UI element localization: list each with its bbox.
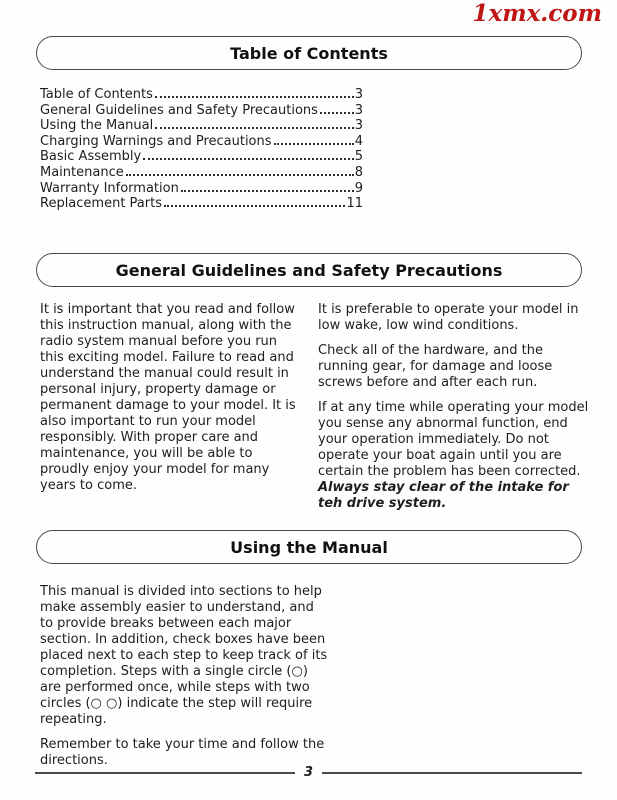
section-title: Table of Contents <box>230 43 388 63</box>
paragraph-text: If at any time while operating your model you sense any abnormal function, end your operation immediately. Do not operate your boat again until you are certain the problem has been corrected. <box>318 400 589 479</box>
toc-dot-leader <box>274 143 354 145</box>
paragraph: Check all of the hardware, and the running gear, for damage and loose screws before and after each run. <box>318 343 553 390</box>
toc-entry-page: 4 <box>354 133 363 149</box>
toc-dot-leader <box>164 205 345 207</box>
page-footer <box>35 765 582 780</box>
section-title: Using the Manual <box>230 537 388 557</box>
toc-entry <box>40 196 363 212</box>
toc-dot-leader <box>320 112 354 114</box>
toc-entry <box>40 149 363 165</box>
toc-entry <box>40 165 363 181</box>
paragraph: It is important that you read and follow this instruction manual, along with the radio system manual before you run this exciting model. Failure to read and understand the manual could result in personal injury, property damage or permanent damage to your model. It is also important to run your model responsibly. With proper care and maintenance, you will be able to proudly enjoy your model for many years to come. <box>40 302 296 493</box>
toc-entry <box>40 134 363 150</box>
toc-entry <box>40 87 363 103</box>
toc-entry-label: Using the Manual <box>40 118 154 134</box>
footer-rule-right <box>322 772 582 774</box>
toc-entry-label: General Guidelines and Safety Precautions <box>40 102 318 118</box>
toc-dot-leader <box>155 127 353 129</box>
section-header-toc <box>36 36 582 70</box>
toc-entry <box>40 103 363 119</box>
section-header-guidelines <box>36 253 582 287</box>
footer-rule-left <box>35 772 295 774</box>
paragraph: It is preferable to operate your model in low wake, low wind conditions. <box>318 302 579 333</box>
toc-dot-leader <box>143 158 354 160</box>
toc-entry-label: Charging Warnings and Precautions <box>40 133 272 149</box>
toc-entry-label: Maintenance <box>40 164 124 180</box>
guidelines-right-column <box>318 302 594 521</box>
brand-logo: 1xmx.com <box>472 0 602 27</box>
toc-entry-label: Replacement Parts <box>40 196 162 212</box>
toc-dot-leader <box>181 190 354 192</box>
toc-entry-label: Basic Assembly <box>40 149 142 165</box>
toc-entry-label: Warranty Information <box>40 180 179 196</box>
guidelines-left-column <box>40 302 304 503</box>
page-number: 3 <box>303 765 314 780</box>
toc-entry-label: Table of Contents <box>40 87 153 102</box>
using-manual-body <box>40 584 330 778</box>
toc-dot-leader <box>126 174 354 176</box>
section-header-using-manual <box>36 530 582 564</box>
toc-entry-page: 3 <box>354 87 363 102</box>
section-title: General Guidelines and Safety Precautions <box>115 260 503 280</box>
paragraph: This manual is divided into sections to help make assembly easier to understand, and to provide breaks between each major section. In addition, check boxes have been placed next to each step to keep track of its completion. Steps with a single circle (○) are performed once, while steps with two circles (○ ○) indicate the step will require repeating. <box>40 584 328 727</box>
toc-entry <box>40 181 363 197</box>
toc-entry-page: 5 <box>354 149 363 165</box>
toc-entry-page: 11 <box>346 196 363 212</box>
toc-entry-page: 3 <box>354 118 363 134</box>
paragraph: Remember to take your time and follow the directions. <box>40 737 325 768</box>
warning-text: Always stay clear of the intake for teh drive system. <box>318 480 569 511</box>
toc-list <box>40 87 363 212</box>
toc-dot-leader <box>155 96 354 98</box>
toc-entry-page: 9 <box>354 180 363 196</box>
paragraph <box>318 400 594 512</box>
toc-entry-page: 3 <box>354 102 363 118</box>
toc-entry-page: 8 <box>354 164 363 180</box>
toc-entry <box>40 118 363 134</box>
